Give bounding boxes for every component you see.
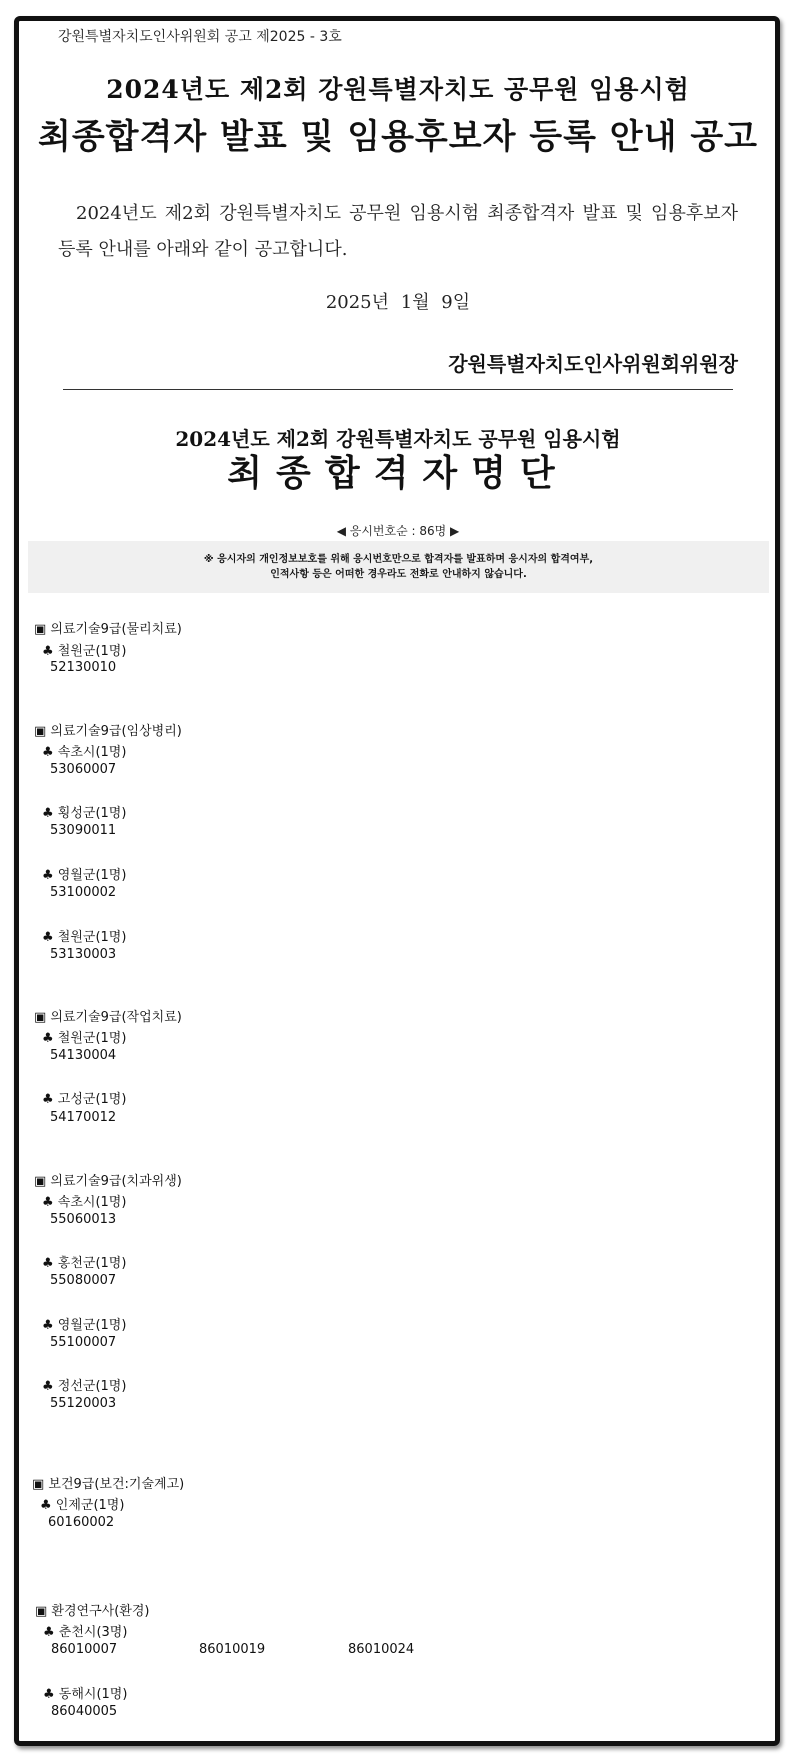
category-label: ▣ 의료기술9급(물리치료) bbox=[34, 622, 182, 637]
list-title-line1: 2024년도 제2회 강원특별자치도 공무원 임용시험 bbox=[175, 427, 621, 451]
region-label: ♣ 정선군(1명) bbox=[42, 1379, 127, 1394]
passer-number: 86040005 bbox=[51, 1704, 118, 1719]
privacy-line2: 인적사항 등은 어떠한 경우라도 전화로 안내하지 않습니다. bbox=[270, 569, 527, 580]
intro-paragraph: 2024년도 제2회 강원특별자치도 공무원 임용시험 최종합격자 발표 및 임용후보자 등록 안내를 아래와 같이 공고합니다. bbox=[58, 203, 738, 260]
passer-number: 53090011 bbox=[50, 823, 117, 838]
passer-number: 55080007 bbox=[50, 1273, 117, 1288]
privacy-line1: ※ 응시자의 개인정보보호를 위해 응시번호만으로 합격자를 발표하며 응시자의 합격여부, bbox=[203, 554, 594, 565]
passer-number: 52130010 bbox=[50, 660, 117, 675]
region-label: ♣ 속초시(1명) bbox=[42, 1195, 127, 1210]
signer: 강원특별자치도인사위원회위원장 bbox=[448, 352, 738, 376]
list-title-line2: 최종합격자명단 bbox=[227, 452, 569, 494]
region-label: ♣ 철원군(1명) bbox=[42, 930, 127, 945]
passer-number: 55120003 bbox=[50, 1396, 117, 1411]
region-label: ♣ 홍천군(1명) bbox=[42, 1256, 127, 1271]
notice-number: 강원특별자치도인사위원회 공고 제2025 - 3호 bbox=[58, 29, 342, 45]
passer-number: 55060013 bbox=[50, 1212, 117, 1227]
region-label: ♣ 동해시(1명) bbox=[43, 1687, 128, 1702]
region-label: ♣ 횡성군(1명) bbox=[42, 806, 127, 821]
category-label: ▣ 환경연구사(환경) bbox=[35, 1604, 150, 1619]
passer-number: 86010024 bbox=[348, 1642, 415, 1657]
title-line2: 최종합격자 발표 및 임용후보자 등록 안내 공고 bbox=[37, 117, 759, 157]
region-label: ♣ 철원군(1명) bbox=[42, 644, 127, 659]
privacy-notice-text bbox=[28, 552, 769, 582]
passer-number: 55100007 bbox=[50, 1335, 117, 1350]
passer-number: 86010019 bbox=[199, 1642, 266, 1657]
passer-number: 53100002 bbox=[50, 885, 117, 900]
divider bbox=[63, 389, 733, 390]
passer-number: 53130003 bbox=[50, 947, 117, 962]
passer-number: 54130004 bbox=[50, 1048, 117, 1063]
privacy-notice bbox=[28, 541, 769, 593]
category-label: ▣ 의료기술9급(임상병리) bbox=[34, 724, 182, 739]
passer-number: 86010007 bbox=[51, 1642, 118, 1657]
passer-number: 54170012 bbox=[50, 1110, 117, 1125]
region-label: ♣ 영월군(1명) bbox=[42, 1318, 127, 1333]
title-line1: 2024년도 제2회 강원특별자치도 공무원 임용시험 bbox=[106, 75, 690, 104]
region-label: ♣ 속초시(1명) bbox=[42, 745, 127, 760]
region-label: ♣ 고성군(1명) bbox=[42, 1092, 127, 1107]
category-label: ▣ 의료기술9급(치과위생) bbox=[34, 1174, 182, 1189]
passer-number: 53060007 bbox=[50, 762, 117, 777]
category-label: ▣ 의료기술9급(작업치료) bbox=[34, 1010, 182, 1025]
region-label: ♣ 철원군(1명) bbox=[42, 1031, 127, 1046]
notice-date: 2025년 1월 9일 bbox=[325, 292, 471, 313]
passer-number: 60160002 bbox=[48, 1515, 115, 1530]
category-label: ▣ 보건9급(보건:기술계고) bbox=[32, 1477, 185, 1492]
region-label: ♣ 영월군(1명) bbox=[42, 868, 127, 883]
sort-label: ◀ 응시번호순 : 86명 ▶ bbox=[336, 524, 460, 538]
region-label: ♣ 춘천시(3명) bbox=[43, 1625, 128, 1640]
region-label: ♣ 인제군(1명) bbox=[40, 1498, 125, 1513]
